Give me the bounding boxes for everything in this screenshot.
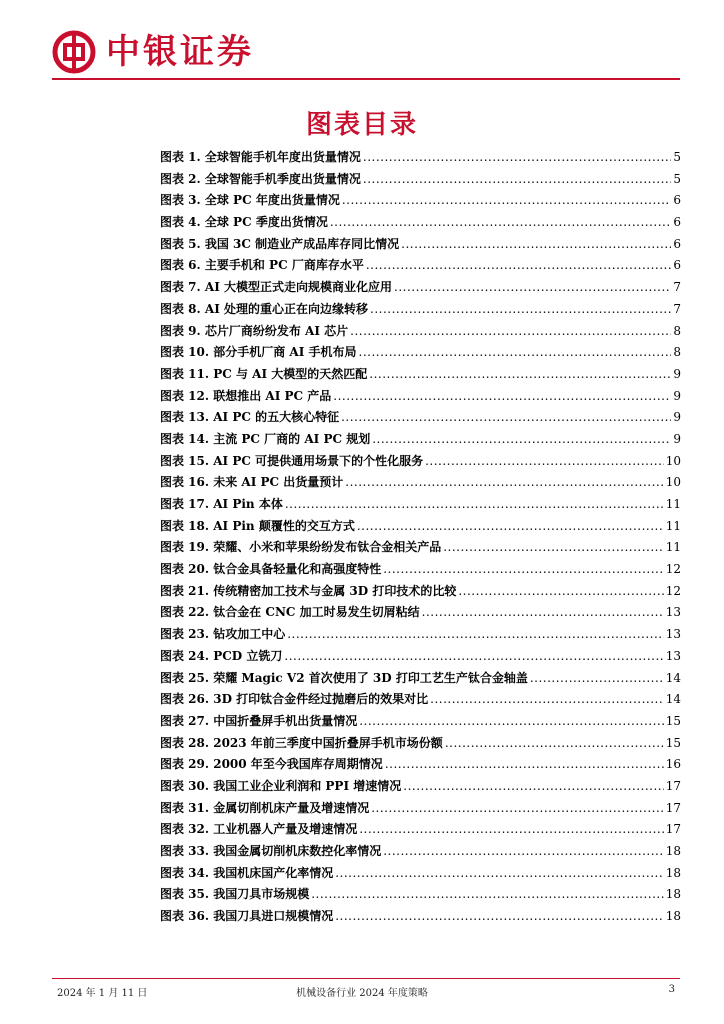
toc-entry-page: 17 [665,778,681,793]
toc-entry-page: 14 [665,692,681,707]
toc-entry-page: 15 [665,713,681,728]
toc-leader-dots [443,540,663,554]
footer-page-number: 3 [668,984,675,995]
toc-entry-page: 9 [673,366,681,381]
toc-entry-page: 11 [665,518,681,533]
toc-leader-dots [287,627,663,641]
toc-entry-page: 8 [673,345,681,360]
toc-entry-page: 12 [665,562,681,577]
toc-entry-page: 9 [673,388,681,403]
toc-entry[interactable] [160,864,681,886]
toc-leader-dots [383,844,663,858]
toc-entry[interactable] [160,170,681,192]
toc-entry-label: 图表 12. 联想推出 AI PC 产品 [160,388,332,403]
toc-leader-dots [458,584,663,598]
toc-entry-label: 图表 36. 我国刀具进口规模情况 [160,909,334,924]
toc-leader-dots [372,432,671,446]
brand-name: 中银证券 [106,32,254,72]
toc-entry[interactable] [160,538,681,560]
toc-entry-label: 图表 33. 我国金属切削机床数控化率情况 [160,844,382,858]
toc-entry-label: 图表 30. 我国工业企业利润和 PPI 增速情况 [160,778,402,793]
toc-entry-label: 图表 2. 全球智能手机季度出货量情况 [160,171,361,186]
toc-entry[interactable] [160,820,681,842]
toc-entry-label: 图表 19. 荣耀、小米和苹果纷纷发布钛合金相关产品 [160,540,442,555]
toc-leader-dots [430,692,664,706]
toc-entry-page: 7 [673,301,681,316]
toc-leader-dots [330,215,672,229]
toc-entry-page: 6 [673,258,681,273]
toc-leader-dots [401,237,671,251]
toc-entry[interactable] [160,560,681,582]
toc-entry[interactable] [160,907,681,929]
toc-leader-dots [445,736,664,750]
toc-entry-page: 18 [665,844,681,858]
toc-entry-label: 图表 16. 未来 AI PC 出货量预计 [160,475,344,490]
toc-entry-page: 6 [673,236,681,251]
toc-leader-dots [385,757,664,771]
toc-entry-page: 7 [673,280,681,295]
toc-leader-dots [335,866,663,880]
toc-entry[interactable] [160,278,681,300]
toc-leader-dots [341,410,671,424]
toc-entry[interactable] [160,777,681,799]
toc-entry-label: 图表 27. 中国折叠屏手机出货量情况 [160,713,358,728]
toc-leader-dots [394,280,671,294]
toc-entry-label: 图表 25. 荣耀 Magic V2 首次使用了 3D 打印工艺生产钛合金轴盖 [160,670,528,685]
toc-leader-dots [530,671,664,685]
toc-leader-dots [311,887,663,901]
toc-entry-label: 图表 24. PCD 立铣刀 [160,648,283,663]
toc-leader-dots [342,193,672,207]
toc-entry[interactable] [160,734,681,756]
toc-entry-label: 图表 6. 主要手机和 PC 厂商库存水平 [160,258,364,273]
toc-entry-label: 图表 14. 主流 PC 厂商的 AI PC 规划 [160,431,371,446]
table-of-figures [160,148,681,929]
toc-entry-label: 图表 34. 我国机床国产化率情况 [160,865,334,880]
toc-entry[interactable] [160,473,681,495]
toc-entry[interactable] [160,148,681,170]
toc-leader-dots [370,302,671,316]
toc-entry-label: 图表 35. 我国刀具市场规模 [160,887,310,902]
toc-entry-label: 图表 18. AI Pin 颠覆性的交互方式 [160,518,355,533]
toc-entry[interactable] [160,213,681,235]
toc-entry[interactable] [160,256,681,278]
toc-leader-dots [350,324,671,338]
toc-entry-page: 9 [673,410,681,425]
toc-entry-label: 图表 3. 全球 PC 年度出货量情况 [160,193,340,208]
footer-doc-title: 机械设备行业 2024 年度策略 [296,988,428,999]
page-header [52,26,672,76]
toc-leader-dots [422,605,664,619]
toc-entry-label: 图表 13. AI PC 的五大核心特征 [160,410,340,425]
toc-entry[interactable] [160,322,681,344]
toc-leader-dots [363,172,671,186]
toc-entry-label: 图表 15. AI PC 可提供通用场景下的个性化服务 [160,453,424,468]
toc-entry[interactable] [160,517,681,539]
toc-entry-page: 10 [665,475,681,490]
toc-leader-dots [284,649,663,663]
toc-entry-label: 图表 21. 传统精密加工技术与金属 3D 打印技术的比较 [160,583,457,598]
footer-divider [52,978,680,979]
toc-entry[interactable] [160,799,681,821]
toc-entry-page: 6 [673,193,681,208]
toc-leader-dots [403,779,663,793]
toc-entry-label: 图表 32. 工业机器人产量及增速情况 [160,822,358,837]
toc-leader-dots [333,389,671,403]
toc-entry-page: 11 [665,497,681,511]
toc-leader-dots [366,258,672,272]
toc-leader-dots [359,822,663,836]
toc-entry-label: 图表 4. 全球 PC 季度出货情况 [160,215,328,230]
toc-entry-label: 图表 17. AI Pin 本体 [160,497,283,511]
toc-entry[interactable] [160,582,681,604]
toc-entry-label: 图表 10. 部分手机厂商 AI 手机布局 [160,345,357,360]
toc-entry[interactable] [160,755,681,777]
toc-entry-page: 11 [665,540,681,555]
toc-entry[interactable] [160,408,681,430]
toc-entry-page: 18 [665,909,681,924]
toc-entry[interactable] [160,712,681,734]
toc-leader-dots [369,367,671,381]
toc-entry[interactable] [160,603,681,625]
toc-entry-label: 图表 26. 3D 打印钛合金件经过抛磨后的效果对比 [160,692,429,707]
toc-entry-page: 10 [665,453,681,468]
toc-entry-label: 图表 20. 钛合金具备轻量化和高强度特性 [160,562,382,577]
toc-entry-label: 图表 23. 钻攻加工中心 [160,627,286,642]
toc-leader-dots [363,150,671,164]
toc-entry-page: 14 [665,670,681,685]
toc-entry-label: 图表 31. 金属切削机床产量及增速情况 [160,800,370,815]
toc-entry-page: 9 [673,431,681,446]
toc-leader-dots [371,801,663,815]
toc-entry[interactable] [160,647,681,669]
toc-entry-page: 13 [665,648,681,663]
toc-entry-label: 图表 1. 全球智能手机年度出货量情况 [160,150,361,164]
toc-leader-dots [335,909,663,923]
toc-entry-label: 图表 7. AI 大模型正式走向规模商业化应用 [160,280,392,295]
toc-entry-page: 18 [665,887,681,902]
toc-entry-page: 13 [665,605,681,620]
toc-leader-dots [359,714,663,728]
toc-entry-page: 17 [665,822,681,837]
toc-entry-page: 17 [665,800,681,815]
toc-entry-page: 6 [673,215,681,230]
toc-entry[interactable] [160,387,681,409]
toc-leader-dots [285,497,664,511]
toc-entry[interactable] [160,495,681,517]
toc-entry-label: 图表 29. 2000 年至今我国库存周期情况 [160,757,383,772]
toc-entry-label: 图表 8. AI 处理的重心正在向边缘转移 [160,301,368,316]
toc-entry-label: 图表 28. 2023 年前三季度中国折叠屏手机市场份额 [160,735,443,750]
toc-entry[interactable] [160,191,681,213]
toc-entry-page: 8 [673,323,681,338]
toc-entry[interactable] [160,343,681,365]
toc-entry-page: 12 [665,583,681,598]
footer-date: 2024 年 1 月 11 日 [57,988,148,999]
toc-leader-dots [345,475,663,489]
toc-entry-label: 图表 11. PC 与 AI 大模型的天然匹配 [160,366,368,381]
toc-leader-dots [357,519,664,533]
toc-entry-page: 13 [665,627,681,642]
toc-entry-page: 5 [673,150,681,164]
toc-entry[interactable] [160,365,681,387]
toc-leader-dots [359,345,672,359]
toc-leader-dots [383,562,663,576]
toc-entry[interactable] [160,690,681,712]
toc-entry-label: 图表 5. 我国 3C 制造业产成品库存同比情况 [160,236,400,251]
toc-entry-label: 图表 9. 芯片厂商纷纷发布 AI 芯片 [160,323,349,338]
toc-entry-label: 图表 22. 钛合金在 CNC 加工时易发生切屑粘结 [160,605,420,620]
toc-entry[interactable] [160,452,681,474]
toc-entry-page: 18 [665,865,681,880]
toc-entry-page: 16 [665,757,681,772]
toc-leader-dots [425,454,664,468]
page-title: 图表目录 [305,110,418,140]
toc-entry[interactable] [160,235,681,257]
toc-entry[interactable] [160,300,681,322]
bank-of-china-logo-icon [52,30,96,74]
toc-entry[interactable] [160,625,681,647]
toc-entry[interactable] [160,669,681,691]
toc-entry-page: 5 [673,171,681,186]
header-divider [52,78,680,80]
toc-entry[interactable] [160,885,681,907]
toc-entry[interactable] [160,842,681,864]
toc-entry[interactable] [160,430,681,452]
toc-entry-page: 15 [665,735,681,750]
